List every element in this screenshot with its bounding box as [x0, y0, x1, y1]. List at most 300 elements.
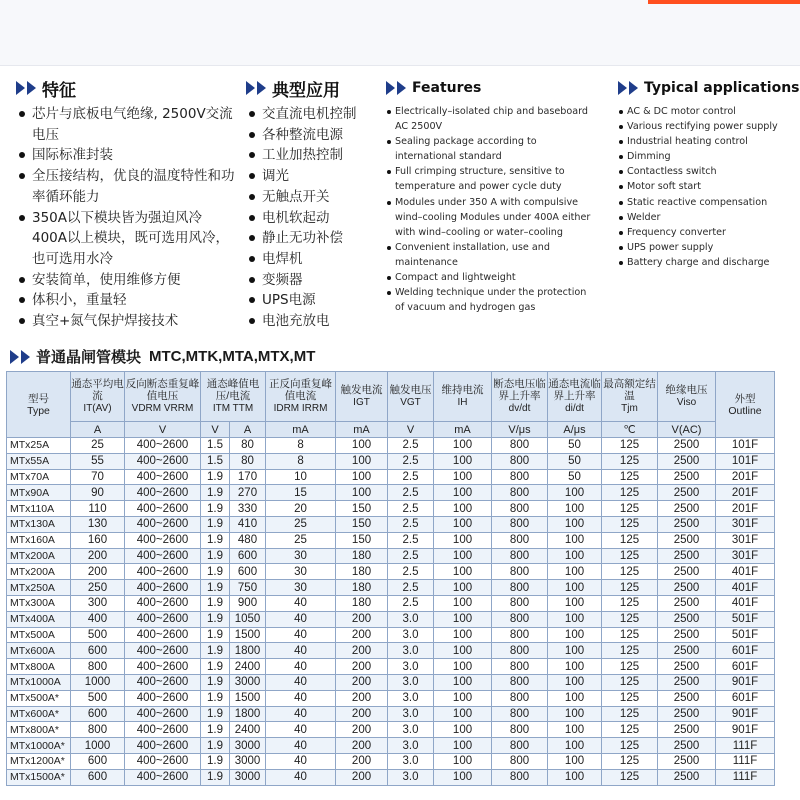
table-cell: 1.5	[201, 453, 230, 469]
model-type-cell: MTx130A	[7, 516, 71, 532]
table-cell: 2.5	[388, 469, 434, 485]
table-cell: 401F	[716, 595, 775, 611]
list-item: 静止无功补偿	[246, 228, 386, 249]
table-cell: 3.0	[388, 738, 434, 754]
list-item: Convenient installation, use and maintenance	[386, 240, 612, 270]
model-type-cell: MTx600A*	[7, 706, 71, 722]
arrow-icon	[629, 81, 638, 95]
table-cell: 400~2600	[125, 659, 201, 675]
table-cell: 800	[71, 659, 125, 675]
list-item: 交直流电机控制	[246, 104, 386, 125]
model-type-cell: MTx800A	[7, 659, 71, 675]
column-header-cn: 通态峰值电压/电流	[206, 378, 260, 402]
table-row	[7, 516, 775, 532]
features-cn-title: 特征	[42, 80, 76, 101]
table-cell: 100	[434, 674, 492, 690]
table-cell: 301F	[716, 516, 775, 532]
table-cell: 201F	[716, 485, 775, 501]
table-cell: 2500	[658, 548, 716, 564]
table-cell: 3.0	[388, 627, 434, 643]
column-header	[125, 372, 201, 422]
column-header-cn: 绝缘电压	[665, 384, 708, 396]
table-cell: 800	[492, 469, 548, 485]
model-type-cell: MTx200A	[7, 564, 71, 580]
unit-cell: mA	[434, 422, 492, 438]
unit-cell: mA	[266, 422, 336, 438]
table-cell: 100	[434, 722, 492, 738]
list-item: 安装简单，使用维修方便	[16, 270, 238, 291]
model-type-cell: MTx1500A*	[7, 769, 71, 785]
list-item: 各种整流电源	[246, 125, 386, 146]
unit-cell: ℃	[602, 422, 658, 438]
table-row	[7, 501, 775, 517]
table-cell: 401F	[716, 580, 775, 596]
table-cell: 100	[434, 485, 492, 501]
table-cell: 125	[602, 643, 658, 659]
table-cell: 125	[602, 706, 658, 722]
table-cell: 1.9	[201, 501, 230, 517]
table-cell: 100	[548, 532, 602, 548]
table-cell: 100	[434, 532, 492, 548]
applications-en-heading	[618, 76, 800, 100]
table-cell: 2500	[658, 611, 716, 627]
table-cell: 400~2600	[125, 769, 201, 785]
table-cell: 130	[71, 516, 125, 532]
table-cell: 2500	[658, 659, 716, 675]
table-cell: 40	[266, 706, 336, 722]
table-cell: 40	[266, 769, 336, 785]
table-cell: 1000	[71, 674, 125, 690]
table-cell: 3.0	[388, 769, 434, 785]
table-cell: 901F	[716, 722, 775, 738]
table-units-row	[7, 422, 775, 438]
table-cell: 20	[266, 501, 336, 517]
table-cell: 125	[602, 659, 658, 675]
table-cell: 40	[266, 643, 336, 659]
table-cell: 800	[492, 753, 548, 769]
column-header-symbol: ITM TTM	[212, 403, 254, 414]
table-cell: 30	[266, 580, 336, 596]
table-cell: 1.5	[201, 438, 230, 454]
table-cell: 400~2600	[125, 469, 201, 485]
table-cell: 800	[492, 722, 548, 738]
table-cell: 400~2600	[125, 595, 201, 611]
table-cell: 800	[492, 453, 548, 469]
table-cell: 800	[492, 611, 548, 627]
table-cell: 1.9	[201, 580, 230, 596]
list-item: 芯片与底板电气绝缘, 2500V交流电压	[16, 104, 238, 145]
column-header-symbol: IT(AV)	[83, 403, 112, 414]
table-cell: 600	[71, 753, 125, 769]
table-cell: 400~2600	[125, 580, 201, 596]
table-row	[7, 674, 775, 690]
table-cell: 800	[71, 722, 125, 738]
model-type-cell: MTx400A	[7, 611, 71, 627]
table-cell: 125	[602, 722, 658, 738]
table-cell: 2500	[658, 485, 716, 501]
table-cell: 125	[602, 595, 658, 611]
table-cell: 100	[548, 611, 602, 627]
table-cell: 200	[336, 722, 388, 738]
banner-divider	[0, 65, 800, 66]
table-cell: 80	[230, 438, 266, 454]
arrow-icon	[257, 81, 266, 95]
column-header	[336, 372, 388, 422]
table-cell: 50	[548, 453, 602, 469]
table-cell: 40	[266, 674, 336, 690]
table-cell: 400~2600	[125, 548, 201, 564]
table-cell: 40	[266, 627, 336, 643]
list-item: Various rectifying power supply	[618, 119, 800, 134]
table-cell: 1.9	[201, 627, 230, 643]
table-cell: 3000	[230, 769, 266, 785]
features-cn-heading	[16, 76, 238, 100]
table-cell: 100	[548, 722, 602, 738]
arrow-icon	[21, 350, 30, 364]
table-cell: 600	[71, 769, 125, 785]
model-type-cell: MTx25A	[7, 438, 71, 454]
table-cell: 3000	[230, 674, 266, 690]
list-item: Welding technique under the protection of vacuum and hydrogen gas	[386, 285, 612, 315]
table-cell: 1.9	[201, 643, 230, 659]
table-row	[7, 753, 775, 769]
table-cell: 800	[492, 438, 548, 454]
table-row	[7, 453, 775, 469]
table-cell: 800	[492, 485, 548, 501]
table-cell: 100	[548, 659, 602, 675]
table-cell: 100	[336, 453, 388, 469]
table-cell: 200	[336, 611, 388, 627]
column-header-symbol: dv/dt	[508, 403, 531, 414]
table-cell: 400~2600	[125, 485, 201, 501]
table-cell: 1.9	[201, 564, 230, 580]
table-cell: 2500	[658, 532, 716, 548]
table-cell: 1500	[230, 690, 266, 706]
table-cell: 500	[71, 690, 125, 706]
table-cell: 2500	[658, 501, 716, 517]
unit-cell: V/μs	[492, 422, 548, 438]
table-cell: 40	[266, 611, 336, 627]
table-row	[7, 548, 775, 564]
unit-cell: V	[388, 422, 434, 438]
table-cell: 100	[548, 501, 602, 517]
table-cell: 400~2600	[125, 611, 201, 627]
table-cell: 750	[230, 580, 266, 596]
table-row	[7, 564, 775, 580]
table-row	[7, 690, 775, 706]
applications-cn-title: 典型应用	[272, 80, 340, 101]
table-cell: 200	[336, 738, 388, 754]
model-type-cell: MTx90A	[7, 485, 71, 501]
table-cell: 90	[71, 485, 125, 501]
table-cell: 100	[434, 564, 492, 580]
features-en-heading	[386, 76, 612, 100]
applications-en-title: Typical applications	[644, 80, 800, 96]
table-cell: 200	[336, 674, 388, 690]
table-cell: 2500	[658, 706, 716, 722]
table-cell: 400~2600	[125, 438, 201, 454]
table-cell: 100	[434, 643, 492, 659]
table-cell: 200	[71, 548, 125, 564]
column-header	[658, 372, 716, 422]
table-cell: 25	[266, 532, 336, 548]
table-cell: 2.5	[388, 501, 434, 517]
table-header-row	[7, 372, 775, 422]
table-cell: 200	[336, 659, 388, 675]
arrow-icon	[27, 81, 36, 95]
table-cell: 200	[336, 769, 388, 785]
table-cell: 800	[492, 580, 548, 596]
table-row	[7, 611, 775, 627]
table-cell: 40	[266, 722, 336, 738]
table-cell: 400~2600	[125, 738, 201, 754]
table-cell: 100	[434, 548, 492, 564]
model-type-cell: MTx600A	[7, 643, 71, 659]
table-cell: 800	[492, 643, 548, 659]
table-row	[7, 769, 775, 785]
table-cell: 1.9	[201, 469, 230, 485]
list-item: 无触点开关	[246, 187, 386, 208]
table-cell: 40	[266, 738, 336, 754]
table-cell: 2.5	[388, 580, 434, 596]
table-cell: 150	[336, 501, 388, 517]
list-item: 变频器	[246, 270, 386, 291]
table-cell: 330	[230, 501, 266, 517]
table-cell: 100	[434, 595, 492, 611]
table-cell: 100	[336, 469, 388, 485]
table-cell: 800	[492, 564, 548, 580]
list-item: AC & DC motor control	[618, 104, 800, 119]
column-header-symbol: IDRM IRRM	[273, 403, 328, 414]
table-cell: 401F	[716, 564, 775, 580]
table-cell: 125	[602, 532, 658, 548]
table-cell: 1.9	[201, 532, 230, 548]
column-header-en: Outline	[728, 404, 762, 417]
table-cell: 400~2600	[125, 643, 201, 659]
model-type-cell: MTx300A	[7, 595, 71, 611]
table-cell: 3.0	[388, 722, 434, 738]
table-cell: 100	[434, 501, 492, 517]
list-item: Frequency converter	[618, 225, 800, 240]
table-cell: 40	[266, 690, 336, 706]
table-cell: 901F	[716, 674, 775, 690]
table-cell: 2500	[658, 438, 716, 454]
table-cell: 600	[71, 706, 125, 722]
table-cell: 800	[492, 501, 548, 517]
model-type-cell: MTx250A	[7, 580, 71, 596]
table-cell: 1.9	[201, 659, 230, 675]
table-cell: 1500	[230, 627, 266, 643]
table-cell: 410	[230, 516, 266, 532]
table-cell: 1.9	[201, 516, 230, 532]
table-cell: 2.5	[388, 564, 434, 580]
arrow-icon	[246, 81, 255, 95]
table-cell: 600	[71, 643, 125, 659]
table-row	[7, 706, 775, 722]
table-cell: 2.5	[388, 532, 434, 548]
table-cell: 1.9	[201, 738, 230, 754]
table-cell: 1.9	[201, 722, 230, 738]
table-cell: 101F	[716, 438, 775, 454]
table-cell: 100	[336, 438, 388, 454]
column-header-cn: 断态电压临界上升率	[493, 378, 546, 402]
table-cell: 50	[548, 438, 602, 454]
table-cell: 80	[230, 453, 266, 469]
table-cell: 270	[230, 485, 266, 501]
arrow-icon	[386, 81, 395, 95]
table-cell: 100	[548, 516, 602, 532]
list-item: UPS电源	[246, 290, 386, 311]
table-cell: 400~2600	[125, 532, 201, 548]
table-cell: 10	[266, 469, 336, 485]
table-cell: 100	[548, 674, 602, 690]
table-cell: 3.0	[388, 611, 434, 627]
table-cell: 15	[266, 485, 336, 501]
table-body	[7, 438, 775, 786]
model-type-cell: MTx200A	[7, 548, 71, 564]
table-cell: 800	[492, 738, 548, 754]
list-item: Static reactive compensation	[618, 195, 800, 210]
table-cell: 125	[602, 438, 658, 454]
unit-cell: V	[201, 422, 230, 438]
table-title-cn: 普通晶闸管模块	[36, 348, 142, 366]
column-header	[716, 372, 775, 438]
list-item: Motor soft start	[618, 179, 800, 194]
top-accent-bar	[648, 0, 800, 4]
table-cell: 2500	[658, 580, 716, 596]
column-header-symbol: VDRM VRRM	[131, 403, 194, 414]
table-cell: 1.9	[201, 548, 230, 564]
table-cell: 100	[434, 706, 492, 722]
list-item: 电焊机	[246, 249, 386, 270]
table-cell: 2400	[230, 722, 266, 738]
column-header	[388, 372, 434, 422]
table-cell: 100	[548, 738, 602, 754]
model-type-cell: MTx500A	[7, 627, 71, 643]
table-cell: 100	[434, 469, 492, 485]
unit-cell: mA	[336, 422, 388, 438]
table-row	[7, 595, 775, 611]
table-cell: 40	[266, 753, 336, 769]
table-cell: 800	[492, 627, 548, 643]
table-cell: 400~2600	[125, 501, 201, 517]
list-item: 体积小，重量轻	[16, 290, 238, 311]
table-cell: 125	[602, 564, 658, 580]
table-cell: 125	[602, 469, 658, 485]
table-cell: 2.5	[388, 453, 434, 469]
list-item: Contactless switch	[618, 164, 800, 179]
table-cell: 160	[71, 532, 125, 548]
list-item: Battery charge and discharge	[618, 255, 800, 270]
table-cell: 2.5	[388, 595, 434, 611]
column-header-cn: 通态平均电流	[71, 378, 124, 402]
table-cell: 800	[492, 659, 548, 675]
table-cell: 40	[266, 659, 336, 675]
table-cell: 1.9	[201, 769, 230, 785]
table-row	[7, 643, 775, 659]
arrow-icon	[10, 350, 19, 364]
table-cell: 200	[71, 564, 125, 580]
table-cell: 111F	[716, 753, 775, 769]
list-item: Industrial heating control	[618, 134, 800, 149]
model-type-cell: MTx55A	[7, 453, 71, 469]
table-row	[7, 738, 775, 754]
table-cell: 50	[548, 469, 602, 485]
table-cell: 2500	[658, 769, 716, 785]
applications-cn-heading	[246, 76, 386, 100]
list-item: Dimming	[618, 149, 800, 164]
column-header-symbol: IGT	[353, 397, 370, 408]
features-en-column	[386, 76, 612, 315]
table-cell: 800	[492, 769, 548, 785]
table-cell: 501F	[716, 611, 775, 627]
table-cell: 200	[336, 706, 388, 722]
table-cell: 8	[266, 453, 336, 469]
list-item: 电机软起动	[246, 208, 386, 229]
table-cell: 2.5	[388, 438, 434, 454]
table-row	[7, 580, 775, 596]
table-cell: 100	[434, 753, 492, 769]
table-section-title	[10, 346, 315, 367]
list-item: 全压接结构，优良的温度特性和功率循环能力	[16, 166, 238, 207]
column-header-symbol: Tjm	[621, 403, 638, 414]
model-type-cell: MTx70A	[7, 469, 71, 485]
column-header	[7, 372, 71, 438]
table-cell: 55	[71, 453, 125, 469]
table-cell: 600	[230, 548, 266, 564]
table-cell: 800	[492, 674, 548, 690]
column-header-symbol: di/dt	[565, 403, 584, 414]
table-cell: 200	[336, 753, 388, 769]
table-cell: 200	[336, 627, 388, 643]
table-cell: 3.0	[388, 706, 434, 722]
column-header	[548, 372, 602, 422]
table-cell: 2500	[658, 469, 716, 485]
table-cell: 400~2600	[125, 706, 201, 722]
table-cell: 100	[548, 753, 602, 769]
table-cell: 3.0	[388, 753, 434, 769]
table-cell: 8	[266, 438, 336, 454]
table-cell: 300	[71, 595, 125, 611]
table-cell: 900	[230, 595, 266, 611]
table-cell: 400~2600	[125, 627, 201, 643]
table-cell: 150	[336, 516, 388, 532]
model-type-cell: MTx1000A*	[7, 738, 71, 754]
table-cell: 100	[434, 738, 492, 754]
table-cell: 100	[548, 690, 602, 706]
table-row	[7, 659, 775, 675]
table-cell: 400~2600	[125, 564, 201, 580]
column-header	[434, 372, 492, 422]
applications-en-list	[618, 104, 800, 270]
arrow-icon	[16, 81, 25, 95]
model-type-cell: MTx1000A	[7, 674, 71, 690]
column-header	[266, 372, 336, 422]
column-header-cn: 外型	[734, 392, 756, 405]
table-cell: 125	[602, 738, 658, 754]
table-cell: 125	[602, 485, 658, 501]
column-header-cn: 通态电流临界上升率	[548, 378, 601, 402]
table-cell: 3000	[230, 753, 266, 769]
list-item: 真空+氮气保护焊接技术	[16, 311, 238, 332]
table-cell: 100	[434, 690, 492, 706]
table-cell: 601F	[716, 659, 775, 675]
model-type-cell: MTx160A	[7, 532, 71, 548]
table-cell: 100	[434, 453, 492, 469]
table-cell: 400~2600	[125, 753, 201, 769]
unit-cell: V(AC)	[658, 422, 716, 438]
table-cell: 100	[548, 595, 602, 611]
